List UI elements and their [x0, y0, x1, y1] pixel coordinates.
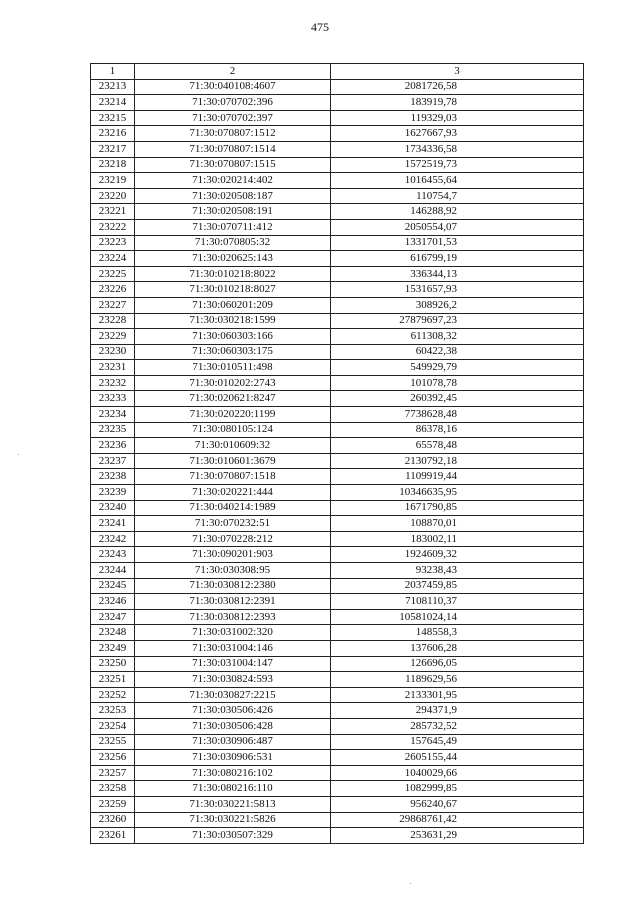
cadastral-value-cell: 183002,11: [331, 531, 584, 547]
cadastral-number-cell: 71:30:010511:498: [135, 360, 331, 376]
row-number-cell: 23249: [91, 640, 135, 656]
cadastral-number-cell: 71:30:030221:5813: [135, 796, 331, 812]
row-number-cell: 23251: [91, 672, 135, 688]
cadastral-number-cell: 71:30:070807:1512: [135, 126, 331, 142]
scan-speck: [410, 883, 411, 884]
cadastral-value-cell: 1671790,85: [331, 500, 584, 516]
row-number-cell: 23233: [91, 391, 135, 407]
table-row: [91, 329, 584, 345]
row-number-cell: 23255: [91, 734, 135, 750]
cadastral-number-cell: 71:30:060201:209: [135, 297, 331, 313]
table-row: [91, 563, 584, 579]
table-row: [91, 360, 584, 376]
row-number-cell: 23239: [91, 485, 135, 501]
row-number-cell: 23254: [91, 718, 135, 734]
row-number-cell: 23231: [91, 360, 135, 376]
row-number-cell: 23258: [91, 781, 135, 797]
cadastral-value-cell: 260392,45: [331, 391, 584, 407]
cadastral-value-cell: 308926,2: [331, 297, 584, 313]
cadastral-value-cell: 10581024,14: [331, 609, 584, 625]
row-number-cell: 23223: [91, 235, 135, 251]
cadastral-number-cell: 71:30:020220:1199: [135, 407, 331, 423]
cadastral-number-cell: 71:30:010218:8022: [135, 266, 331, 282]
cadastral-value-cell: 93238,43: [331, 563, 584, 579]
cadastral-number-cell: 71:30:030824:593: [135, 672, 331, 688]
table-row: [91, 204, 584, 220]
table-row: [91, 828, 584, 844]
column-header-3: 3: [331, 64, 584, 80]
table-row: [91, 235, 584, 251]
row-number-cell: 23230: [91, 344, 135, 360]
cadastral-number-cell: 71:30:010218:8027: [135, 282, 331, 298]
row-number-cell: 23257: [91, 765, 135, 781]
cadastral-value-cell: 549929,79: [331, 360, 584, 376]
scan-speck: [18, 454, 19, 455]
cadastral-number-cell: 71:30:080216:110: [135, 781, 331, 797]
row-number-cell: 23243: [91, 547, 135, 563]
cadastral-number-cell: 71:30:030506:426: [135, 703, 331, 719]
cadastral-value-table: [90, 63, 584, 844]
cadastral-value-cell: 1016455,64: [331, 173, 584, 189]
cadastral-number-cell: 71:30:080216:102: [135, 765, 331, 781]
cadastral-value-cell: 146288,92: [331, 204, 584, 220]
cadastral-value-cell: 616799,19: [331, 251, 584, 267]
row-number-cell: 23221: [91, 204, 135, 220]
row-number-cell: 23246: [91, 594, 135, 610]
cadastral-number-cell: 71:30:070702:397: [135, 110, 331, 126]
cadastral-number-cell: 71:30:070805:32: [135, 235, 331, 251]
cadastral-value-cell: 1572519,73: [331, 157, 584, 173]
table-row: [91, 126, 584, 142]
table-row: [91, 640, 584, 656]
table-row: [91, 516, 584, 532]
row-number-cell: 23247: [91, 609, 135, 625]
table-row: [91, 796, 584, 812]
cadastral-value-cell: 7738628,48: [331, 407, 584, 423]
cadastral-value-cell: 336344,13: [331, 266, 584, 282]
table-row: [91, 266, 584, 282]
table-row: [91, 531, 584, 547]
row-number-cell: 23217: [91, 141, 135, 157]
cadastral-number-cell: 71:30:010601:3679: [135, 453, 331, 469]
cadastral-value-cell: 86378,16: [331, 422, 584, 438]
cadastral-number-cell: 71:30:030308:95: [135, 563, 331, 579]
cadastral-value-cell: 2081726,58: [331, 79, 584, 95]
cadastral-number-cell: 71:30:030906:531: [135, 750, 331, 766]
row-number-cell: 23256: [91, 750, 135, 766]
row-number-cell: 23222: [91, 219, 135, 235]
cadastral-value-cell: 10346635,95: [331, 485, 584, 501]
cadastral-value-cell: 2133301,95: [331, 687, 584, 703]
row-number-cell: 23241: [91, 516, 135, 532]
row-number-cell: 23237: [91, 453, 135, 469]
cadastral-value-cell: 110754,7: [331, 188, 584, 204]
row-number-cell: 23244: [91, 563, 135, 579]
row-number-cell: 23229: [91, 329, 135, 345]
table-row: [91, 656, 584, 672]
cadastral-value-cell: 2605155,44: [331, 750, 584, 766]
cadastral-number-cell: 71:30:020214:402: [135, 173, 331, 189]
row-number-cell: 23214: [91, 95, 135, 111]
cadastral-value-cell: 1531657,93: [331, 282, 584, 298]
row-number-cell: 23248: [91, 625, 135, 641]
cadastral-value-cell: 1082999,85: [331, 781, 584, 797]
table-body: [91, 64, 584, 844]
cadastral-number-cell: 71:30:010609:32: [135, 438, 331, 454]
table-row: [91, 110, 584, 126]
cadastral-number-cell: 71:30:090201:903: [135, 547, 331, 563]
cadastral-value-cell: 101078,78: [331, 375, 584, 391]
column-header-1: 1: [91, 64, 135, 80]
cadastral-value-cell: 1734336,58: [331, 141, 584, 157]
table-row: [91, 687, 584, 703]
column-header-2: 2: [135, 64, 331, 80]
table-row: [91, 157, 584, 173]
table-row: [91, 375, 584, 391]
row-number-cell: 23216: [91, 126, 135, 142]
table-row: [91, 219, 584, 235]
table-row: [91, 547, 584, 563]
cadastral-number-cell: 71:30:020508:191: [135, 204, 331, 220]
row-number-cell: 23228: [91, 313, 135, 329]
cadastral-number-cell: 71:30:070807:1514: [135, 141, 331, 157]
table-row: [91, 703, 584, 719]
table-row: [91, 594, 584, 610]
cadastral-value-cell: 148558,3: [331, 625, 584, 641]
cadastral-value-cell: 2037459,85: [331, 578, 584, 594]
cadastral-number-cell: 71:30:060303:175: [135, 344, 331, 360]
table-row: [91, 672, 584, 688]
cadastral-number-cell: 71:30:040108:4607: [135, 79, 331, 95]
cadastral-number-cell: 71:30:031004:147: [135, 656, 331, 672]
table-row: [91, 812, 584, 828]
cadastral-value-cell: 108870,01: [331, 516, 584, 532]
row-number-cell: 23245: [91, 578, 135, 594]
table-header-row: [91, 64, 584, 80]
table-row: [91, 297, 584, 313]
row-number-cell: 23225: [91, 266, 135, 282]
table-row: [91, 391, 584, 407]
table-row: [91, 344, 584, 360]
cadastral-number-cell: 71:30:030812:2393: [135, 609, 331, 625]
cadastral-value-cell: 1189629,56: [331, 672, 584, 688]
cadastral-value-cell: 1331701,53: [331, 235, 584, 251]
table-row: [91, 407, 584, 423]
row-number-cell: 23250: [91, 656, 135, 672]
cadastral-number-cell: 71:30:040214:1989: [135, 500, 331, 516]
cadastral-value-cell: 60422,38: [331, 344, 584, 360]
page-number: 475: [311, 20, 329, 34]
table-row: [91, 625, 584, 641]
row-number-cell: 23240: [91, 500, 135, 516]
cadastral-number-cell: 71:30:030812:2380: [135, 578, 331, 594]
row-number-cell: 23253: [91, 703, 135, 719]
row-number-cell: 23234: [91, 407, 135, 423]
row-number-cell: 23227: [91, 297, 135, 313]
cadastral-number-cell: 71:30:070711:412: [135, 219, 331, 235]
cadastral-value-cell: 1109919,44: [331, 469, 584, 485]
cadastral-value-cell: 137606,28: [331, 640, 584, 656]
table-row: [91, 578, 584, 594]
cadastral-number-cell: 71:30:070228:212: [135, 531, 331, 547]
cadastral-number-cell: 71:30:070807:1518: [135, 469, 331, 485]
cadastral-number-cell: 71:30:030221:5826: [135, 812, 331, 828]
cadastral-number-cell: 71:30:030218:1599: [135, 313, 331, 329]
table-row: [91, 282, 584, 298]
cadastral-number-cell: 71:30:030906:487: [135, 734, 331, 750]
cadastral-number-cell: 71:30:080105:124: [135, 422, 331, 438]
cadastral-number-cell: 71:30:030827:2215: [135, 687, 331, 703]
table-row: [91, 188, 584, 204]
row-number-cell: 23242: [91, 531, 135, 547]
row-number-cell: 23235: [91, 422, 135, 438]
table-row: [91, 500, 584, 516]
row-number-cell: 23226: [91, 282, 135, 298]
cadastral-value-cell: 183919,78: [331, 95, 584, 111]
cadastral-value-cell: 2130792,18: [331, 453, 584, 469]
row-number-cell: 23232: [91, 375, 135, 391]
table-row: [91, 79, 584, 95]
cadastral-value-cell: 1040029,66: [331, 765, 584, 781]
table-row: [91, 141, 584, 157]
table-row: [91, 438, 584, 454]
cadastral-number-cell: 71:30:070702:396: [135, 95, 331, 111]
cadastral-value-cell: 611308,32: [331, 329, 584, 345]
cadastral-number-cell: 71:30:070232:51: [135, 516, 331, 532]
row-number-cell: 23259: [91, 796, 135, 812]
table-row: [91, 422, 584, 438]
cadastral-value-cell: 29868761,42: [331, 812, 584, 828]
cadastral-value-cell: 27879697,23: [331, 313, 584, 329]
cadastral-number-cell: 71:30:031002:320: [135, 625, 331, 641]
row-number-cell: 23236: [91, 438, 135, 454]
table-row: [91, 251, 584, 267]
table-row: [91, 750, 584, 766]
cadastral-number-cell: 71:30:030812:2391: [135, 594, 331, 610]
row-number-cell: 23219: [91, 173, 135, 189]
cadastral-value-cell: 65578,48: [331, 438, 584, 454]
cadastral-value-cell: 1924609,32: [331, 547, 584, 563]
table-row: [91, 718, 584, 734]
cadastral-value-cell: 157645,49: [331, 734, 584, 750]
cadastral-value-cell: 956240,67: [331, 796, 584, 812]
row-number-cell: 23215: [91, 110, 135, 126]
cadastral-number-cell: 71:30:031004:146: [135, 640, 331, 656]
cadastral-number-cell: 71:30:020621:8247: [135, 391, 331, 407]
cadastral-number-cell: 71:30:030507:329: [135, 828, 331, 844]
cadastral-number-cell: 71:30:020221:444: [135, 485, 331, 501]
table-row: [91, 781, 584, 797]
cadastral-value-cell: 1627667,93: [331, 126, 584, 142]
row-number-cell: 23220: [91, 188, 135, 204]
cadastral-value-cell: 253631,29: [331, 828, 584, 844]
cadastral-value-cell: 2050554,07: [331, 219, 584, 235]
row-number-cell: 23213: [91, 79, 135, 95]
row-number-cell: 23252: [91, 687, 135, 703]
table-row: [91, 765, 584, 781]
cadastral-number-cell: 71:30:020625:143: [135, 251, 331, 267]
cadastral-value-cell: 285732,52: [331, 718, 584, 734]
row-number-cell: 23261: [91, 828, 135, 844]
table-row: [91, 95, 584, 111]
cadastral-value-cell: 7108110,37: [331, 594, 584, 610]
row-number-cell: 23218: [91, 157, 135, 173]
cadastral-number-cell: 71:30:020508:187: [135, 188, 331, 204]
table-row: [91, 173, 584, 189]
cadastral-number-cell: 71:30:060303:166: [135, 329, 331, 345]
cadastral-value-cell: 294371,9: [331, 703, 584, 719]
cadastral-number-cell: 71:30:030506:428: [135, 718, 331, 734]
row-number-cell: 23260: [91, 812, 135, 828]
table-row: [91, 469, 584, 485]
row-number-cell: 23224: [91, 251, 135, 267]
cadastral-value-cell: 119329,03: [331, 110, 584, 126]
table-row: [91, 313, 584, 329]
row-number-cell: 23238: [91, 469, 135, 485]
cadastral-value-cell: 126696,05: [331, 656, 584, 672]
table-row: [91, 453, 584, 469]
table-row: [91, 485, 584, 501]
table-row: [91, 734, 584, 750]
table-row: [91, 609, 584, 625]
cadastral-number-cell: 71:30:070807:1515: [135, 157, 331, 173]
cadastral-number-cell: 71:30:010202:2743: [135, 375, 331, 391]
